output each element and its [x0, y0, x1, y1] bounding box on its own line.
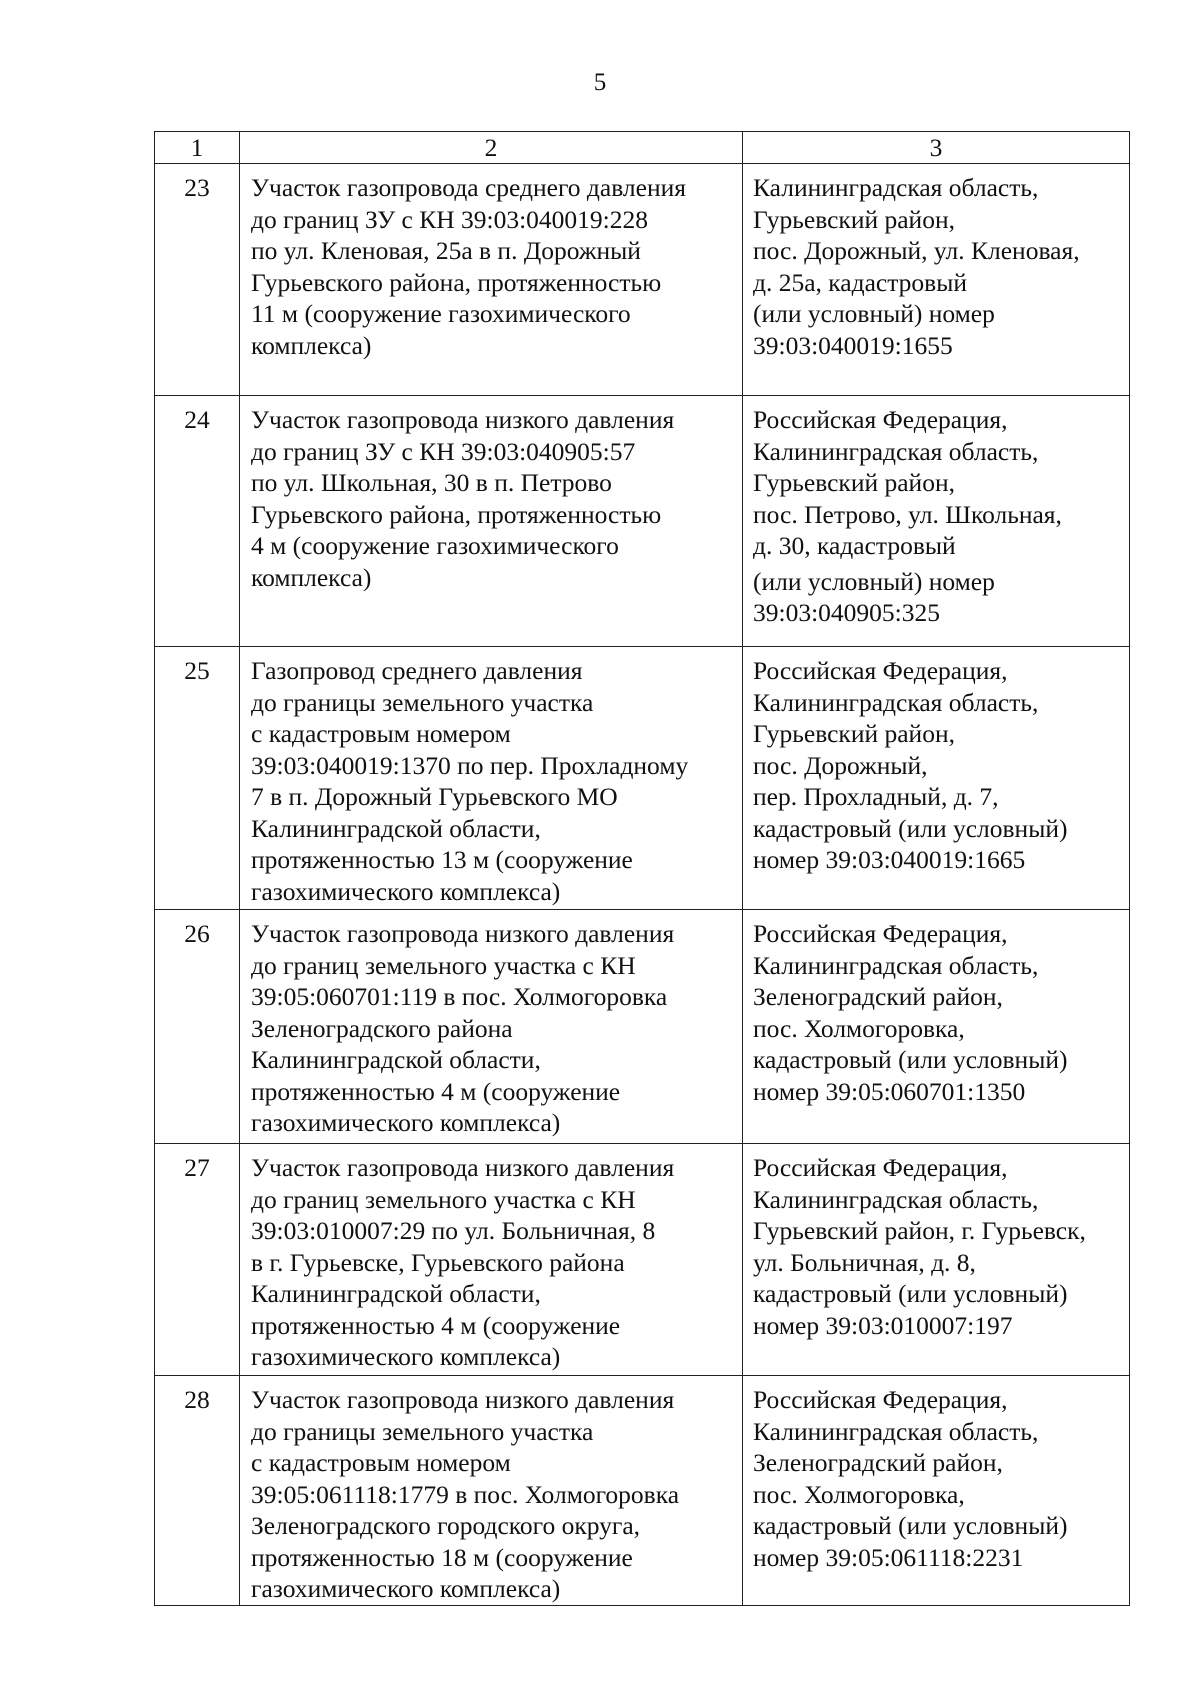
- description-line: Участок газопровода среднего давления: [251, 173, 686, 202]
- location-line: Российская Федерация,: [753, 405, 1008, 434]
- description-line: 39:05:061118:1779 в пос. Холмогоровка: [251, 1479, 680, 1509]
- location-line: Российская Федерация,: [753, 1385, 1008, 1414]
- description-line: с кадастровым номером: [251, 1448, 511, 1477]
- description-line: Участок газопровода низкого давления: [251, 1153, 675, 1182]
- location-line: кадастровый (или условный): [753, 1511, 1068, 1540]
- location-line: д. 30, кадастровый: [753, 531, 956, 560]
- description-line: по ул. Школьная, 30 в п. Петрово: [251, 468, 612, 497]
- location-line: номер 39:05:060701:1350: [753, 1076, 1026, 1106]
- description-line: Зеленоградского городского округа,: [251, 1511, 641, 1540]
- location-line: кадастровый (или условный): [753, 813, 1068, 843]
- location-line: пос. Холмогоровка,: [753, 1013, 965, 1043]
- description-line: протяженностью 18 м (сооружение: [251, 1542, 633, 1572]
- location-line: Зеленоградский район,: [753, 1448, 1003, 1477]
- table-row: [155, 396, 1130, 647]
- object-description: [240, 1376, 743, 1606]
- location-line: д. 25а, кадастровый: [753, 267, 967, 297]
- location-line: Гурьевский район,: [753, 204, 955, 234]
- description-line: 4 м (сооружение газохимического: [251, 531, 619, 560]
- location-line: Калининградская область,: [753, 1416, 1039, 1446]
- column-header-3: 3: [743, 132, 1130, 164]
- row-number: 27: [155, 1144, 240, 1376]
- object-description: [240, 910, 743, 1144]
- object-location: [743, 1376, 1130, 1606]
- description-line: с кадастровым номером: [251, 719, 511, 748]
- description-line: 11 м (сооружение газохимического: [251, 299, 631, 328]
- description-line: Участок газопровода низкого давления: [251, 405, 675, 434]
- location-line: кадастровый (или условный): [753, 1279, 1068, 1308]
- description-line: комплекса): [251, 562, 372, 592]
- description-line: Гурьевского района, протяженностью: [251, 499, 662, 529]
- description-line: по ул. Кленовая, 25а в п. Дорожный: [251, 236, 641, 265]
- table-row: [155, 1144, 1130, 1376]
- description-line: Калининградской области,: [251, 813, 541, 843]
- location-line: (или условный) номер: [753, 566, 995, 596]
- location-line: номер 39:03:010007:197: [753, 1310, 1013, 1340]
- location-line: пос. Дорожный, ул. Кленовая,: [753, 236, 1080, 265]
- page-number: 5: [593, 69, 607, 96]
- location-line: Калининградская область,: [753, 1184, 1039, 1214]
- description-line: Зеленоградского района: [251, 1013, 513, 1043]
- description-line: протяженностью 13 м (сооружение: [251, 845, 633, 874]
- location-line: Калининградская область,: [753, 173, 1039, 202]
- description-line: протяженностью 4 м (сооружение: [251, 1310, 621, 1340]
- location-line: Зеленоградский район,: [753, 982, 1003, 1011]
- location-line: кадастровый (или условный): [753, 1045, 1068, 1074]
- location-line: Калининградская область,: [753, 687, 1039, 717]
- location-line: Калининградская область,: [753, 950, 1039, 980]
- description-line: комплекса): [251, 330, 372, 360]
- description-line: до границы земельного участка: [251, 1416, 594, 1446]
- description-line: до границ земельного участка с КН: [251, 1184, 636, 1214]
- table-header-row: [155, 132, 1130, 164]
- description-line: Участок газопровода низкого давления: [251, 919, 675, 948]
- location-line: 39:03:040905:325: [753, 598, 941, 627]
- description-line: Участок газопровода низкого давления: [251, 1385, 675, 1414]
- location-line: пер. Прохладный, д. 7,: [753, 782, 999, 811]
- description-line: до границ ЗУ с КН 39:03:040905:57: [251, 436, 636, 466]
- description-line: Калининградской области,: [251, 1279, 541, 1308]
- row-number: 28: [155, 1376, 240, 1606]
- location-line: Гурьевский район,: [753, 719, 955, 748]
- object-location: [743, 1144, 1130, 1376]
- location-line: ул. Больничная, д. 8,: [753, 1247, 976, 1277]
- description-line: Газопровод среднего давления: [251, 656, 583, 685]
- description-line: 39:05:060701:119 в пос. Холмогоровка: [251, 982, 668, 1011]
- location-line: Российская Федерация,: [753, 1153, 1008, 1182]
- row-number: 26: [155, 910, 240, 1144]
- description-line: газохимического комплекса): [251, 1574, 561, 1603]
- description-line: 39:03:040019:1370 по пер. Прохладному: [251, 750, 689, 780]
- location-line: Российская Федерация,: [753, 656, 1008, 685]
- description-line: газохимического комплекса): [251, 876, 561, 906]
- row-number: 24: [155, 396, 240, 647]
- object-location: [743, 164, 1130, 396]
- description-line: до границы земельного участка: [251, 687, 594, 717]
- location-line: Калининградская область,: [753, 436, 1039, 466]
- object-description: [240, 164, 743, 396]
- description-line: в г. Гурьевске, Гурьевского района: [251, 1247, 625, 1277]
- location-line: пос. Петрово, ул. Школьная,: [753, 499, 1062, 529]
- table-row: [155, 164, 1130, 396]
- object-location: [743, 647, 1130, 910]
- description-line: газохимического комплекса): [251, 1108, 561, 1137]
- object-location: [743, 910, 1130, 1144]
- location-line: пос. Холмогоровка,: [753, 1479, 965, 1509]
- column-header-1: 1: [155, 132, 240, 164]
- location-line: номер 39:05:061118:2231: [753, 1542, 1024, 1572]
- location-line: пос. Дорожный,: [753, 750, 928, 780]
- location-line: (или условный) номер: [753, 299, 995, 328]
- object-description: [240, 396, 743, 647]
- table-row: [155, 647, 1130, 910]
- objects-table: [154, 131, 1130, 1606]
- description-line: 7 в п. Дорожный Гурьевского МО: [251, 782, 618, 811]
- object-location: [743, 396, 1130, 647]
- location-line: 39:03:040019:1655: [753, 330, 953, 360]
- location-line: Российская Федерация,: [753, 919, 1008, 948]
- location-line: номер 39:03:040019:1665: [753, 845, 1026, 874]
- table-row: [155, 1376, 1130, 1606]
- description-line: Калининградской области,: [251, 1045, 541, 1074]
- location-line: Гурьевский район, г. Гурьевск,: [753, 1216, 1086, 1245]
- description-line: Гурьевского района, протяженностью: [251, 267, 662, 297]
- table-row: [155, 910, 1130, 1144]
- location-line: Гурьевский район,: [753, 468, 955, 497]
- row-number: 23: [155, 164, 240, 396]
- description-line: газохимического комплекса): [251, 1342, 561, 1371]
- object-description: [240, 647, 743, 910]
- description-line: 39:03:010007:29 по ул. Больничная, 8: [251, 1216, 656, 1245]
- description-line: протяженностью 4 м (сооружение: [251, 1076, 621, 1106]
- object-description: [240, 1144, 743, 1376]
- row-number: 25: [155, 647, 240, 910]
- column-header-2: 2: [240, 132, 743, 164]
- description-line: до границ ЗУ с КН 39:03:040019:228: [251, 204, 649, 234]
- description-line: до границ земельного участка с КН: [251, 950, 636, 980]
